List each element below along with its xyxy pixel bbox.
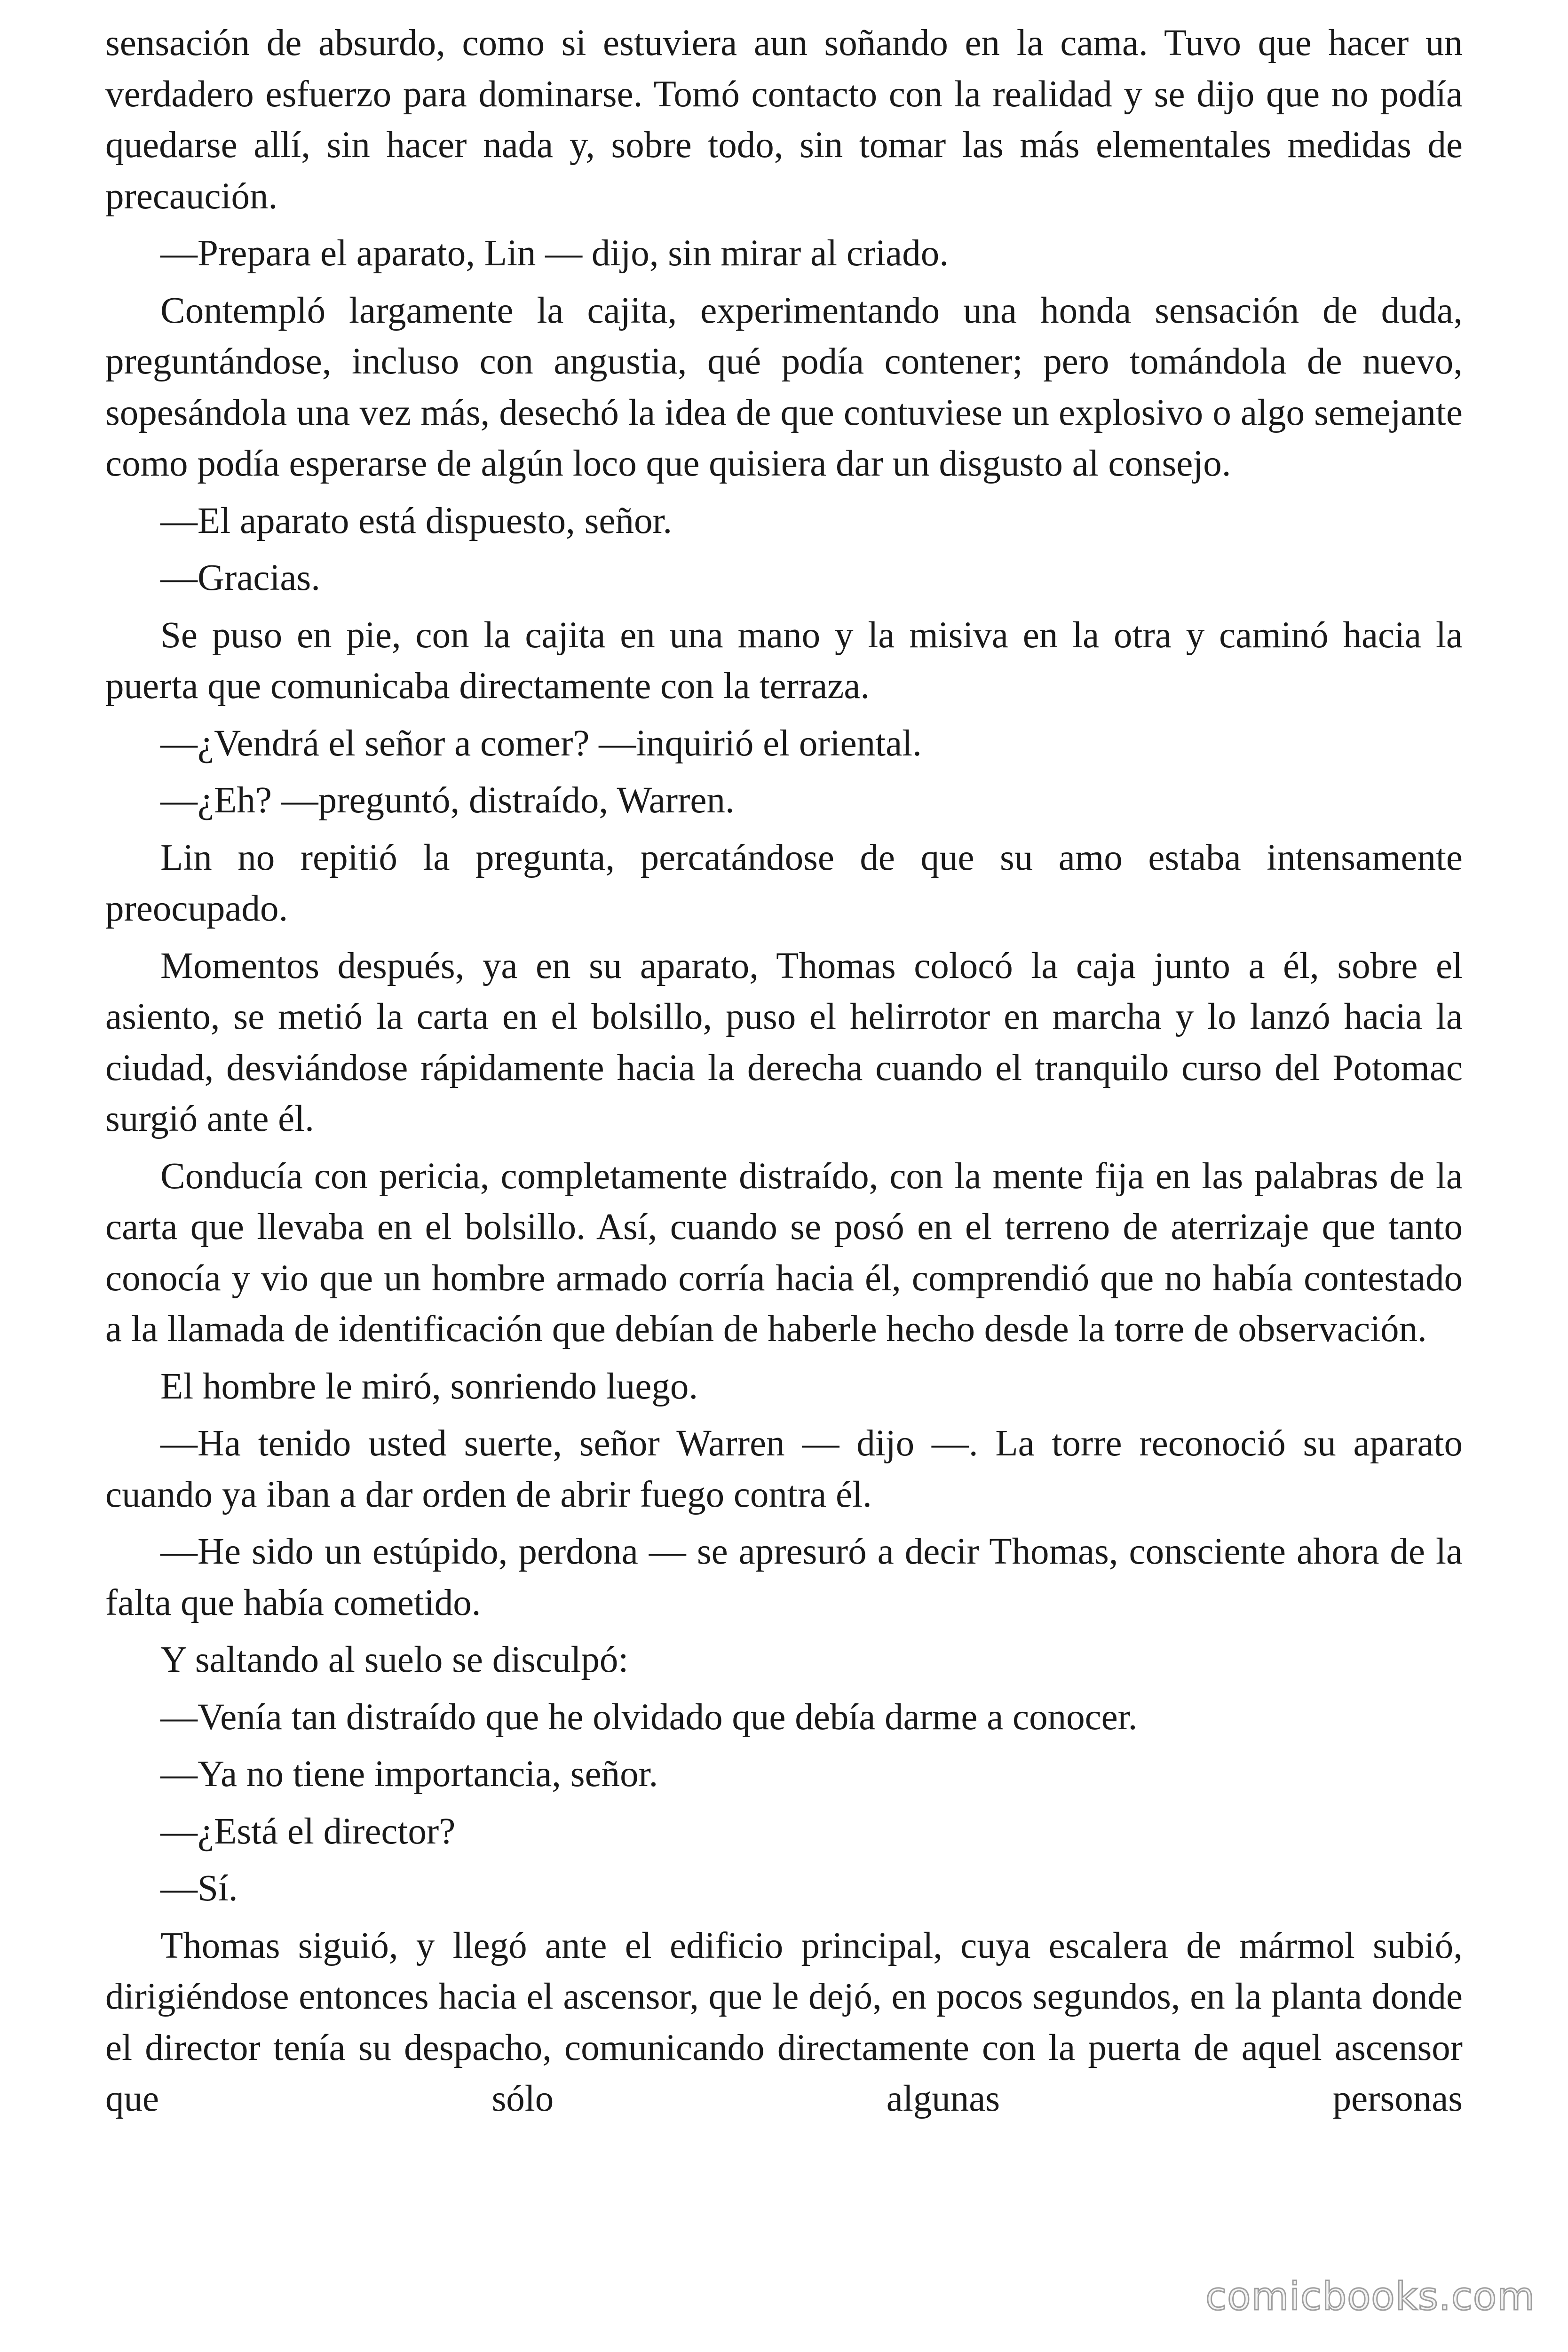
paragraph-20: Thomas siguió, y llegó ante el edificio principal, cuya escalera de mármol subió, dirigiéndose entonces hacia el ascensor, que le dejó, en pocos segundos, en la planta donde el director tenía su despacho, comunicando directamente con la puerta de aquel ascensor que sólo algunas personas bbox=[105, 1925, 1463, 2119]
paragraph-5: —Gracias. bbox=[160, 557, 320, 598]
paragraph-18: —¿Está el director? bbox=[160, 1811, 456, 1852]
paragraph-6: Se puso en pie, con la cajita en una mano y la misiva en la otra y caminó hacia la puerta que comunicaba directamente con la terraza. bbox=[105, 614, 1463, 707]
paragraph-13: —Ha tenido usted suerte, señor Warren — dijo —. La torre reconoció su aparato cuando ya iban a dar orden de abrir fuego contra él. bbox=[105, 1423, 1463, 1515]
paragraph-19: —Sí. bbox=[160, 1868, 238, 1909]
paragraph-7: —¿Vendrá el señor a comer? —inquirió el oriental. bbox=[160, 723, 922, 764]
paragraph-15: Y saltando al suelo se disculpó: bbox=[160, 1639, 629, 1680]
paragraph-11: Conducía con pericia, completamente distraído, con la mente fija en las palabras de la carta que llevaba en el bolsillo. Así, cuando se posó en el terreno de aterrizaje que tanto conocía y vio que un hombre armado corría hacia él, comprendió que no había contestado a la llamada de identificación que debían de haberle hecho desde la torre de observación. bbox=[105, 1155, 1463, 1350]
paragraph-16: —Venía tan distraído que he olvidado que debía darme a conocer. bbox=[160, 1696, 1138, 1738]
paragraph-14: —He sido un estúpido, perdona — se apresuró a decir Thomas, consciente ahora de la falta que había cometido. bbox=[105, 1531, 1463, 1623]
paragraph-10: Momentos después, ya en su aparato, Thomas colocó la caja junto a él, sobre el asiento, se metió la carta en el bolsillo, puso el helirrotor en marcha y lo lanzó hacia la ciudad, desviándose rápidamente hacia la derecha cuando el tranquilo curso del Potomac surgió ante él. bbox=[105, 945, 1463, 1139]
paragraph-4: —El aparato está dispuesto, señor. bbox=[160, 500, 673, 541]
watermark-logo: comicbooks.com bbox=[1205, 2274, 1535, 2319]
paragraph-9: Lin no repitió la pregunta, percatándose de que su amo estaba intensamente preocupado. bbox=[105, 837, 1463, 929]
paragraph-17: —Ya no tiene importancia, señor. bbox=[160, 1754, 658, 1795]
paragraph-2: —Prepara el aparato, Lin — dijo, sin mirar al criado. bbox=[160, 233, 949, 274]
paragraph-1: sensación de absurdo, como si estuviera aun soñando en la cama. Tuvo que hacer un verdadero esfuerzo para dominarse. Tomó contacto con la realidad y se dijo que no podía quedarse allí, sin hacer nada y, sobre todo, sin tomar las más elementales medidas de precaución. bbox=[105, 23, 1463, 217]
paragraph-12: El hombre le miró, sonriendo luego. bbox=[160, 1366, 698, 1407]
paragraph-3: Contempló largamente la cajita, experimentando una honda sensación de duda, preguntándose, incluso con angustia, qué podía contener; pero tomándola de nuevo, sopesándola una vez más, desechó la idea de que contuviese un explosivo o algo semejante como podía esperarse de algún loco que quisiera dar un disgusto al consejo. bbox=[105, 290, 1463, 484]
book-page bbox=[105, 18, 1463, 2125]
paragraph-8: —¿Eh? —preguntó, distraído, Warren. bbox=[160, 780, 735, 821]
